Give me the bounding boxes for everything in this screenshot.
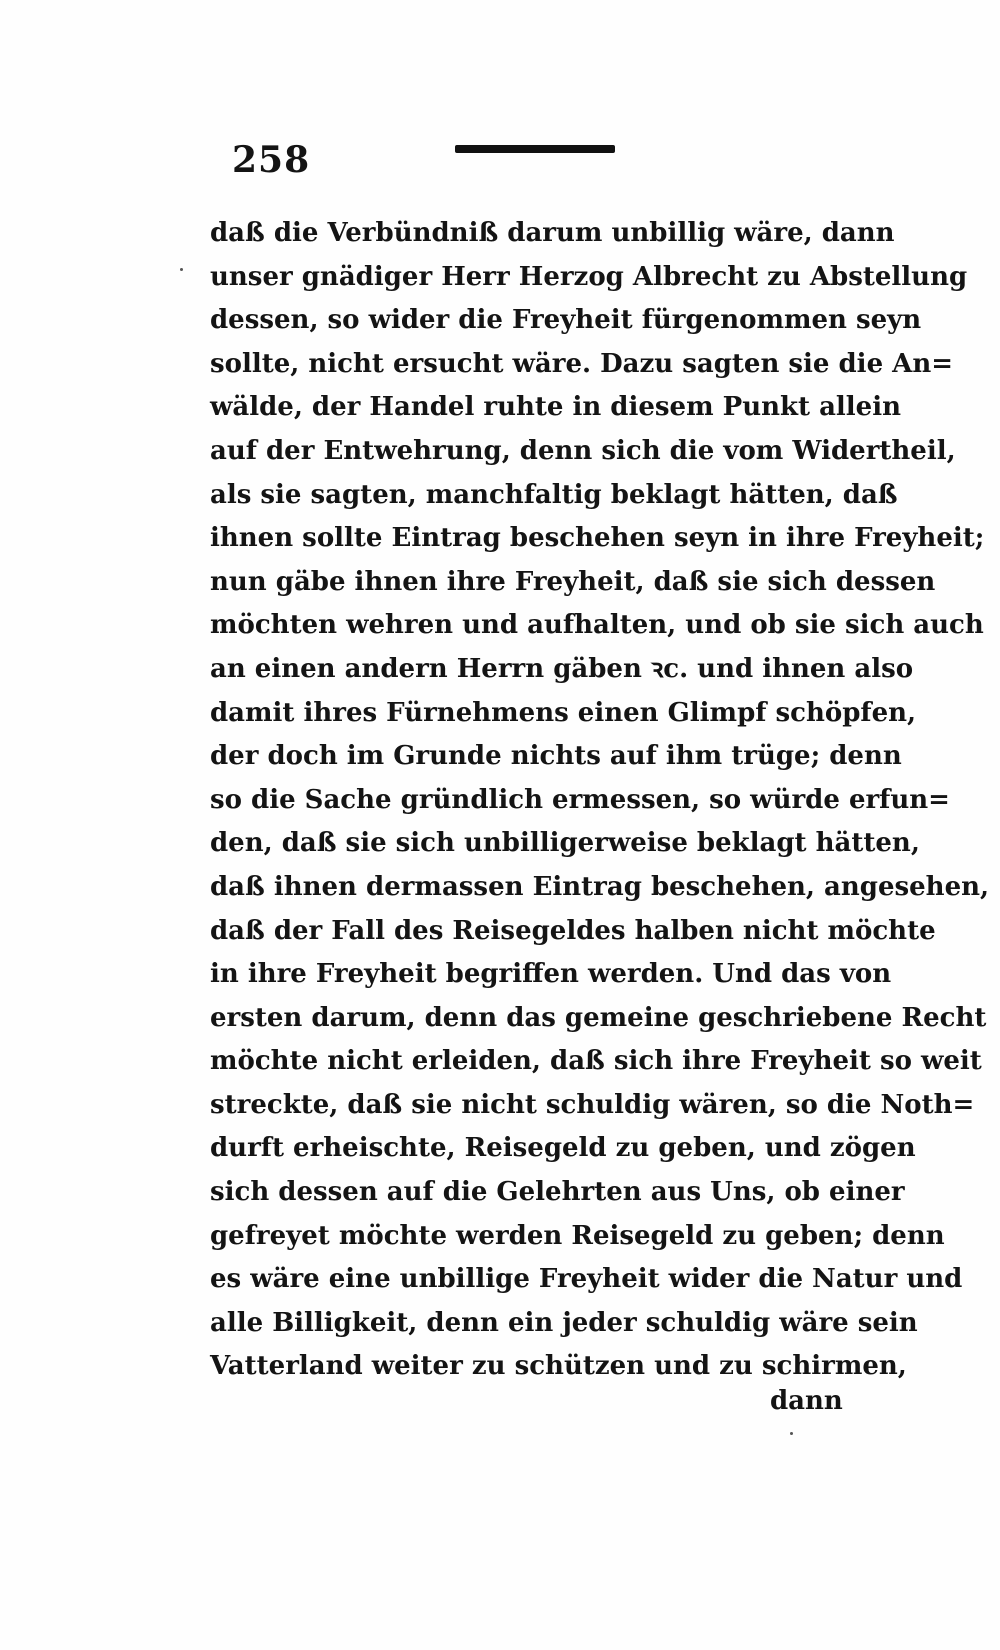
text-line: streckte, daß sie nicht schuldig wären, so die Noth= xyxy=(210,1089,975,1120)
text-line: sollte, nicht ersucht wäre. Dazu sagten sie die An= xyxy=(210,348,954,379)
text-line: der doch im Grunde nichts auf ihm trüge; denn xyxy=(210,741,902,772)
text-line: dessen, so wider die Freyheit fürgenommen seyn xyxy=(210,305,922,336)
text-line: ersten darum, denn das gemeine geschriebene Recht xyxy=(210,1002,987,1033)
text-line: ihnen sollte Eintrag beschehen seyn in ihre Freyheit; xyxy=(210,523,985,554)
text-line: nun gäbe ihnen ihre Freyheit, daß sie sich dessen xyxy=(210,566,936,597)
text-line: wälde, der Handel ruhte in diesem Punkt allein xyxy=(210,392,902,423)
text-line: sich dessen auf die Gelehrten aus Uns, ob einer xyxy=(210,1177,905,1208)
text-line: in ihre Freyheit begriffen werden. Und das von xyxy=(210,959,892,990)
text-line: gefreyet möchte werden Reisegeld zu geben; denn xyxy=(210,1220,945,1251)
body-text xyxy=(210,212,990,1389)
text-line: damit ihres Fürnehmens einen Glimpf schöpfen, xyxy=(210,697,917,728)
text-line: alle Billigkeit, denn ein jeder schuldig wäre sein xyxy=(210,1307,918,1338)
text-line: möchte nicht erleiden, daß sich ihre Freyheit so weit xyxy=(210,1046,982,1077)
paper-speck xyxy=(180,268,183,271)
text-line: es wäre eine unbillige Freyheit wider die Natur und xyxy=(210,1264,963,1295)
page-number: 258 xyxy=(232,139,311,181)
paper-speck xyxy=(790,1432,793,1435)
text-line: daß ihnen dermassen Eintrag beschehen, angesehen, xyxy=(210,871,990,902)
header-rule xyxy=(455,145,615,153)
text-line: daß der Fall des Reisegeldes halben nicht möchte xyxy=(210,915,936,946)
text-line: möchten wehren und aufhalten, und ob sie sich auch xyxy=(210,610,984,641)
text-line: Vatterland weiter zu schützen und zu schirmen, xyxy=(210,1351,907,1382)
text-line: unser gnädiger Herr Herzog Albrecht zu Abstellung xyxy=(210,261,968,292)
text-line: den, daß sie sich unbilligerweise beklagt hätten, xyxy=(210,828,920,859)
text-line: durft erheischte, Reisegeld zu geben, und zögen xyxy=(210,1133,916,1164)
text-line: als sie sagten, manchfaltig beklagt hätten, daß xyxy=(210,479,898,510)
text-line: so die Sache gründlich ermessen, so würde erfun= xyxy=(210,784,950,815)
text-line: an einen andern Herrn gäben ꝛc. und ihnen also xyxy=(210,653,914,684)
text-line: daß die Verbündniß darum unbillig wäre, dann xyxy=(210,218,895,248)
text-line: auf der Entwehrung, denn sich die vom Widertheil, xyxy=(210,435,956,466)
catchword: dann xyxy=(770,1386,843,1416)
